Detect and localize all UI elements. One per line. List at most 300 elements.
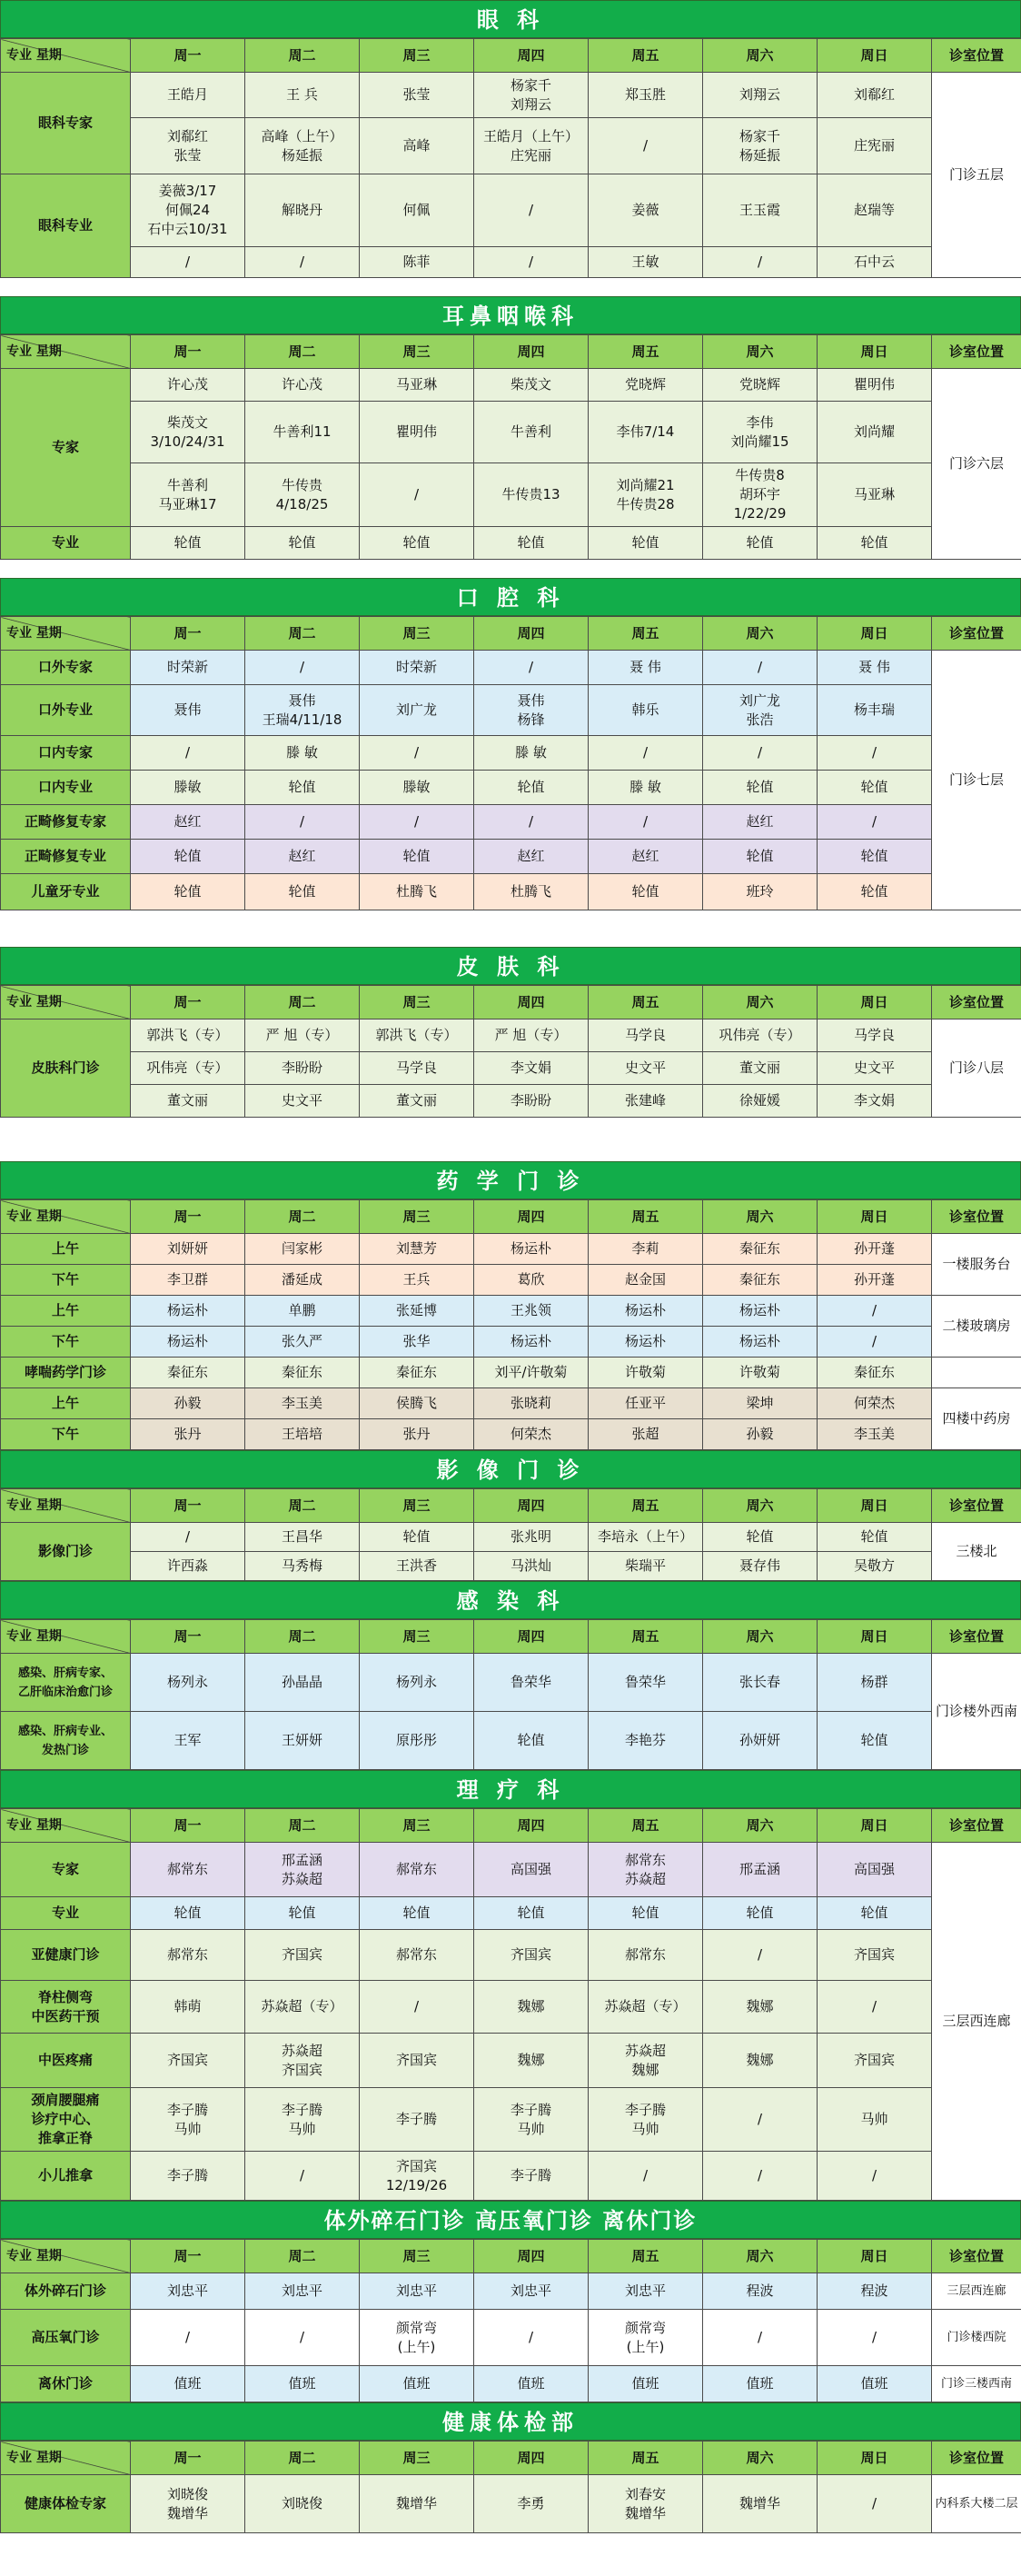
- doctor-cell: 董文丽: [131, 1085, 245, 1118]
- doctor-cell: 瞿明伟: [818, 369, 932, 402]
- doctor-cell: 值班: [245, 2366, 360, 2402]
- corner-header: 专业 星期: [1, 986, 131, 1019]
- section-ophthalmology: [0, 0, 1021, 278]
- doctor-cell: /: [703, 2152, 818, 2201]
- doctor-cell: 高国强: [818, 1843, 932, 1897]
- doctor-cell: /: [474, 805, 589, 840]
- doctor-cell: /: [360, 805, 474, 840]
- header-row: [1, 617, 1021, 651]
- table-row: [1, 1712, 1021, 1770]
- doctor-cell: 轮值: [589, 1897, 703, 1930]
- doctor-cell: 闫家彬: [245, 1234, 360, 1265]
- doctor-cell: 王玉霞: [703, 174, 818, 247]
- doctor-cell: 李培永（上午）: [589, 1523, 703, 1552]
- doctor-cell: 郝常东: [131, 1843, 245, 1897]
- doctor-cell: 何佩: [360, 174, 474, 247]
- doctor-cell: 李文娟: [474, 1052, 589, 1085]
- section-lithotripsy-oxygen-retired: [0, 2201, 1021, 2402]
- doctor-cell: 高国强: [474, 1843, 589, 1897]
- table-row: [1, 1981, 1021, 2034]
- doctor-cell: 王洪香: [360, 1552, 474, 1581]
- doctor-cell: 史文平: [818, 1052, 932, 1085]
- doctor-cell: 许心茂: [131, 369, 245, 402]
- row-label: 专家: [1, 369, 131, 527]
- doctor-cell: /: [131, 1523, 245, 1552]
- doctor-cell: 庄宪丽: [818, 118, 932, 174]
- table-row: [1, 1296, 1021, 1327]
- doctor-cell: 轮值: [703, 527, 818, 560]
- doctor-cell: 陈菲: [360, 247, 474, 278]
- doctor-cell: 苏焱超 齐国宾: [245, 2034, 360, 2088]
- day-header: 周三: [360, 2240, 474, 2273]
- location-cell: 二楼玻璃房: [932, 1296, 1021, 1358]
- section-title: 药 学 门 诊: [0, 1161, 1021, 1199]
- row-label: 专家: [1, 1843, 131, 1897]
- doctor-cell: 张晓莉: [474, 1388, 589, 1419]
- doctor-cell: 杜腾飞: [474, 874, 589, 910]
- day-header: 周三: [360, 617, 474, 651]
- doctor-cell: 滕 敏: [474, 736, 589, 771]
- day-header: 周二: [245, 335, 360, 369]
- row-label: 上午: [1, 1296, 131, 1327]
- day-header: 周五: [589, 1489, 703, 1523]
- schedule-table: [0, 38, 1021, 278]
- doctor-cell: 秦征东: [703, 1234, 818, 1265]
- doctor-cell: 刘妍妍: [131, 1234, 245, 1265]
- doctor-cell: 滕 敏: [589, 771, 703, 805]
- doctor-cell: /: [818, 2475, 932, 2533]
- section-stomatology: [0, 578, 1021, 910]
- doctor-cell: 马学良: [818, 1019, 932, 1052]
- doctor-cell: 李盼盼: [245, 1052, 360, 1085]
- location-header: 诊室位置: [932, 617, 1021, 651]
- table-row: [1, 1654, 1021, 1712]
- doctor-cell: 轮值: [589, 527, 703, 560]
- doctor-cell: 张长春: [703, 1654, 818, 1712]
- doctor-cell: 轮值: [245, 527, 360, 560]
- table-row: [1, 1327, 1021, 1358]
- table-row: [1, 1897, 1021, 1930]
- doctor-cell: 时荣新: [360, 651, 474, 685]
- doctor-cell: 颜常弯 (上午): [360, 2310, 474, 2366]
- schedule-table: [0, 985, 1021, 1118]
- day-header: 周二: [245, 1489, 360, 1523]
- doctor-cell: 轮值: [474, 1897, 589, 1930]
- row-label: 专业: [1, 1897, 131, 1930]
- doctor-cell: /: [474, 174, 589, 247]
- doctor-cell: 聂 伟: [589, 651, 703, 685]
- day-header: 周四: [474, 335, 589, 369]
- doctor-cell: 刘忠平: [589, 2273, 703, 2310]
- doctor-cell: 葛欣: [474, 1265, 589, 1296]
- table-row: [1, 805, 1021, 840]
- table-row: [1, 247, 1021, 278]
- doctor-cell: 轮值: [818, 1712, 932, 1770]
- table-row: [1, 1523, 1021, 1552]
- doctor-cell: 轮值: [474, 1712, 589, 1770]
- schedule-table: [0, 1808, 1021, 2201]
- day-header: 周五: [589, 1620, 703, 1654]
- day-header: 周日: [818, 39, 932, 73]
- doctor-cell: 王 兵: [245, 73, 360, 118]
- doctor-cell: 班玲: [703, 874, 818, 910]
- day-header: 周三: [360, 1620, 474, 1654]
- doctor-cell: 原彤彤: [360, 1712, 474, 1770]
- doctor-cell: 值班: [818, 2366, 932, 2402]
- doctor-cell: 轮值: [131, 527, 245, 560]
- corner-header: 专业 星期: [1, 1200, 131, 1234]
- day-header: 周二: [245, 2442, 360, 2475]
- row-label: 儿童牙专业: [1, 874, 131, 910]
- doctor-cell: 颜常弯 (上午): [589, 2310, 703, 2366]
- day-header: 周一: [131, 1489, 245, 1523]
- corner-header: 专业 星期: [1, 1809, 131, 1843]
- doctor-cell: 解晓丹: [245, 174, 360, 247]
- table-row: [1, 651, 1021, 685]
- doctor-cell: 赵红: [131, 805, 245, 840]
- doctor-cell: 董文丽: [703, 1052, 818, 1085]
- doctor-cell: 王皓月（上午） 庄宪丽: [474, 118, 589, 174]
- doctor-cell: 李盼盼: [474, 1085, 589, 1118]
- day-header: 周一: [131, 986, 245, 1019]
- doctor-cell: 杨运朴: [589, 1327, 703, 1358]
- doctor-cell: 王敏: [589, 247, 703, 278]
- location-cell: 三层西连廊: [932, 2273, 1021, 2310]
- doctor-cell: 董文丽: [360, 1085, 474, 1118]
- doctor-cell: 齐国宾: [818, 2034, 932, 2088]
- doctor-cell: 轮值: [703, 771, 818, 805]
- doctor-cell: 赵红: [474, 840, 589, 874]
- doctor-cell: 李子腾 马帅: [474, 2088, 589, 2152]
- doctor-cell: /: [245, 805, 360, 840]
- doctor-cell: /: [703, 1930, 818, 1981]
- doctor-cell: 齐国宾: [131, 2034, 245, 2088]
- table-row: [1, 1052, 1021, 1085]
- section-title: 影 像 门 诊: [0, 1450, 1021, 1488]
- doctor-cell: 轮值: [245, 771, 360, 805]
- row-label: 影像门诊: [1, 1523, 131, 1581]
- doctor-cell: 李莉: [589, 1234, 703, 1265]
- section-title: 体外碎石门诊 高压氧门诊 离休门诊: [0, 2201, 1021, 2239]
- day-header: 周六: [703, 1809, 818, 1843]
- doctor-cell: /: [360, 1981, 474, 2034]
- doctor-cell: 杨列永: [360, 1654, 474, 1712]
- doctor-cell: 值班: [131, 2366, 245, 2402]
- doctor-cell: 吴敬方: [818, 1552, 932, 1581]
- doctor-cell: /: [589, 805, 703, 840]
- doctor-cell: 聂伟 王瑞4/11/18: [245, 685, 360, 736]
- header-row: [1, 39, 1021, 73]
- doctor-cell: 郑玉胜: [589, 73, 703, 118]
- doctor-cell: 轮值: [703, 1523, 818, 1552]
- location-cell: 门诊八层: [932, 1019, 1021, 1118]
- day-header: 周五: [589, 1200, 703, 1234]
- table-row: [1, 2310, 1021, 2366]
- doctor-cell: 孙晶晶: [245, 1654, 360, 1712]
- doctor-cell: 韩乐: [589, 685, 703, 736]
- doctor-cell: 侯腾飞: [360, 1388, 474, 1419]
- doctor-cell: 单鹏: [245, 1296, 360, 1327]
- day-header: 周五: [589, 2240, 703, 2273]
- row-label: 亚健康门诊: [1, 1930, 131, 1981]
- row-label: 中医疼痛: [1, 2034, 131, 2088]
- doctor-cell: 牛善利 马亚琳17: [131, 463, 245, 527]
- doctor-cell: 轮值: [818, 874, 932, 910]
- doctor-cell: 严 旭（专）: [245, 1019, 360, 1052]
- doctor-cell: 杨运朴: [131, 1296, 245, 1327]
- table-row: [1, 874, 1021, 910]
- doctor-cell: /: [818, 1981, 932, 2034]
- doctor-cell: 李勇: [474, 2475, 589, 2533]
- corner-header: 专业 星期: [1, 2240, 131, 2273]
- doctor-cell: 苏焱超 魏娜: [589, 2034, 703, 2088]
- doctor-cell: 刘广龙: [360, 685, 474, 736]
- row-label: 上午: [1, 1234, 131, 1265]
- day-header: 周四: [474, 1489, 589, 1523]
- day-header: 周四: [474, 2240, 589, 2273]
- doctor-cell: 孙开蓬: [818, 1234, 932, 1265]
- doctor-cell: 秦征东: [131, 1358, 245, 1388]
- section-title: 理 疗 科: [0, 1770, 1021, 1808]
- row-label: 上午: [1, 1388, 131, 1419]
- doctor-cell: 刘尚耀21 牛传贵28: [589, 463, 703, 527]
- doctor-cell: 邢孟涵 苏焱超: [245, 1843, 360, 1897]
- row-label: 颈肩腰腿痛 诊疗中心、 推拿正脊: [1, 2088, 131, 2152]
- doctor-cell: 赵金国: [589, 1265, 703, 1296]
- doctor-cell: 牛善利: [474, 402, 589, 463]
- schedule-table: [0, 334, 1021, 560]
- table-row: [1, 1930, 1021, 1981]
- table-row: [1, 1265, 1021, 1296]
- doctor-cell: /: [703, 2310, 818, 2366]
- doctor-cell: /: [818, 2152, 932, 2201]
- doctor-cell: 柴茂文 3/10/24/31: [131, 402, 245, 463]
- doctor-cell: 张兆明: [474, 1523, 589, 1552]
- day-header: 周三: [360, 335, 474, 369]
- day-header: 周三: [360, 1200, 474, 1234]
- section-infection: [0, 1581, 1021, 1770]
- doctor-cell: /: [589, 2152, 703, 2201]
- day-header: 周日: [818, 2442, 932, 2475]
- doctor-cell: 轮值: [818, 840, 932, 874]
- day-header: 周五: [589, 2442, 703, 2475]
- doctor-cell: 许敬菊: [703, 1358, 818, 1388]
- row-label: 感染、肝病专业、 发热门诊: [1, 1712, 131, 1770]
- doctor-cell: 马亚琳: [360, 369, 474, 402]
- doctor-cell: 鲁荣华: [589, 1654, 703, 1712]
- doctor-cell: 杨运朴: [703, 1296, 818, 1327]
- day-header: 周五: [589, 1809, 703, 1843]
- row-label: 皮肤科门诊: [1, 1019, 131, 1118]
- doctor-cell: 党晓辉: [703, 369, 818, 402]
- doctor-cell: 巩伟亮（专）: [131, 1052, 245, 1085]
- doctor-cell: 齐国宾: [360, 2034, 474, 2088]
- location-cell: 四楼中药房: [932, 1388, 1021, 1450]
- day-header: 周六: [703, 1620, 818, 1654]
- section-title: 皮 肤 科: [0, 947, 1021, 985]
- day-header: 周二: [245, 1809, 360, 1843]
- doctor-cell: 赵红: [589, 840, 703, 874]
- doctor-cell: /: [360, 463, 474, 527]
- doctor-cell: 张华: [360, 1327, 474, 1358]
- doctor-cell: 韩萌: [131, 1981, 245, 2034]
- doctor-cell: 魏娜: [703, 1981, 818, 2034]
- table-row: [1, 402, 1021, 463]
- doctor-cell: 王皓月: [131, 73, 245, 118]
- doctor-cell: 马帅: [818, 2088, 932, 2152]
- doctor-cell: 刘尚耀: [818, 402, 932, 463]
- doctor-cell: 轮值: [360, 1523, 474, 1552]
- doctor-cell: /: [589, 736, 703, 771]
- location-cell: [932, 1358, 1021, 1388]
- location-header: 诊室位置: [932, 1809, 1021, 1843]
- doctor-cell: 张超: [589, 1419, 703, 1450]
- doctor-cell: 孙毅: [131, 1388, 245, 1419]
- doctor-cell: /: [245, 2310, 360, 2366]
- doctor-cell: 徐娅媛: [703, 1085, 818, 1118]
- table-row: [1, 2366, 1021, 2402]
- doctor-cell: 马学良: [360, 1052, 474, 1085]
- day-header: 周日: [818, 335, 932, 369]
- location-cell: 三层西连廊: [932, 1843, 1021, 2201]
- location-header: 诊室位置: [932, 1620, 1021, 1654]
- doctor-cell: 王培培: [245, 1419, 360, 1450]
- location-cell: 三楼北: [932, 1523, 1021, 1581]
- section-health-check: [0, 2402, 1021, 2533]
- day-header: 周五: [589, 986, 703, 1019]
- doctor-cell: /: [589, 118, 703, 174]
- day-header: 周二: [245, 617, 360, 651]
- table-row: [1, 1358, 1021, 1388]
- row-label: 下午: [1, 1327, 131, 1358]
- day-header: 周六: [703, 617, 818, 651]
- doctor-cell: /: [474, 247, 589, 278]
- header-row: [1, 1620, 1021, 1654]
- day-header: 周四: [474, 39, 589, 73]
- section-title: 耳鼻咽喉科: [0, 296, 1021, 334]
- day-header: 周四: [474, 1809, 589, 1843]
- doctor-cell: 杨列永: [131, 1654, 245, 1712]
- doctor-cell: 刘晓俊: [245, 2475, 360, 2533]
- header-row: [1, 1200, 1021, 1234]
- table-row: [1, 840, 1021, 874]
- doctor-cell: 姜薇3/17 何佩24 石中云10/31: [131, 174, 245, 247]
- corner-header: 专业 星期: [1, 335, 131, 369]
- doctor-cell: /: [245, 651, 360, 685]
- doctor-cell: 轮值: [703, 1897, 818, 1930]
- doctor-cell: /: [474, 651, 589, 685]
- day-header: 周日: [818, 1620, 932, 1654]
- corner-header: 专业 星期: [1, 39, 131, 73]
- row-label: 脊柱侧弯 中医药干预: [1, 1981, 131, 2034]
- doctor-cell: /: [818, 736, 932, 771]
- doctor-cell: 杨运朴: [474, 1327, 589, 1358]
- doctor-cell: 何荣杰: [474, 1419, 589, 1450]
- location-header: 诊室位置: [932, 2240, 1021, 2273]
- day-header: 周三: [360, 1809, 474, 1843]
- row-label: 眼科专业: [1, 174, 131, 278]
- doctor-cell: 杜腾飞: [360, 874, 474, 910]
- doctor-cell: /: [131, 247, 245, 278]
- doctor-cell: 轮值: [131, 874, 245, 910]
- doctor-cell: 轮值: [360, 1897, 474, 1930]
- day-header: 周五: [589, 335, 703, 369]
- row-label: 感染、肝病专家、 乙肝临床治愈门诊: [1, 1654, 131, 1712]
- day-header: 周二: [245, 986, 360, 1019]
- day-header: 周四: [474, 617, 589, 651]
- header-row: [1, 2442, 1021, 2475]
- day-header: 周一: [131, 2240, 245, 2273]
- doctor-cell: 郝常东: [589, 1930, 703, 1981]
- doctor-cell: 许西淼: [131, 1552, 245, 1581]
- doctor-cell: 刘郗红: [818, 73, 932, 118]
- doctor-cell: 孙开蓬: [818, 1265, 932, 1296]
- doctor-cell: 李卫群: [131, 1265, 245, 1296]
- doctor-cell: 史文平: [245, 1085, 360, 1118]
- doctor-cell: 魏娜: [474, 1981, 589, 2034]
- day-header: 周三: [360, 986, 474, 1019]
- doctor-cell: 孙毅: [703, 1419, 818, 1450]
- doctor-cell: /: [818, 1296, 932, 1327]
- doctor-cell: 马亚琳: [818, 463, 932, 527]
- doctor-cell: 滕敏: [131, 771, 245, 805]
- schedule-table: [0, 1488, 1021, 1581]
- doctor-cell: /: [131, 2310, 245, 2366]
- location-cell: 门诊楼外西南: [932, 1654, 1021, 1770]
- section-ent: [0, 296, 1021, 560]
- doctor-cell: 魏娜: [703, 2034, 818, 2088]
- row-label: 健康体检专家: [1, 2475, 131, 2533]
- doctor-cell: 史文平: [589, 1052, 703, 1085]
- doctor-cell: 邢孟涵: [703, 1843, 818, 1897]
- doctor-cell: 孙妍妍: [703, 1712, 818, 1770]
- location-header: 诊室位置: [932, 2442, 1021, 2475]
- doctor-cell: /: [360, 736, 474, 771]
- doctor-cell: 任亚平: [589, 1388, 703, 1419]
- doctor-cell: 王兆领: [474, 1296, 589, 1327]
- section-pharmacy: [0, 1161, 1021, 1450]
- doctor-cell: 郝常东: [131, 1930, 245, 1981]
- doctor-cell: 杨家千 刘翔云: [474, 73, 589, 118]
- doctor-cell: 李子腾 马帅: [589, 2088, 703, 2152]
- doctor-cell: 值班: [360, 2366, 474, 2402]
- day-header: 周日: [818, 1489, 932, 1523]
- day-header: 周六: [703, 1200, 818, 1234]
- day-header: 周一: [131, 617, 245, 651]
- corner-header: 专业 星期: [1, 2442, 131, 2475]
- doctor-cell: 魏增华: [360, 2475, 474, 2533]
- doctor-cell: 齐国宾: [818, 1930, 932, 1981]
- doctor-cell: 杨家千 杨延振: [703, 118, 818, 174]
- table-row: [1, 118, 1021, 174]
- doctor-cell: 秦征东: [360, 1358, 474, 1388]
- doctor-cell: 李玉美: [818, 1419, 932, 1450]
- doctor-cell: 马秀梅: [245, 1552, 360, 1581]
- location-header: 诊室位置: [932, 39, 1021, 73]
- doctor-cell: 刘郗红 张莹: [131, 118, 245, 174]
- table-row: [1, 1085, 1021, 1118]
- day-header: 周四: [474, 2442, 589, 2475]
- corner-header: 专业 星期: [1, 617, 131, 651]
- table-row: [1, 771, 1021, 805]
- schedule-table: [0, 1619, 1021, 1770]
- doctor-cell: 何荣杰: [818, 1388, 932, 1419]
- schedule-table: [0, 2239, 1021, 2402]
- doctor-cell: 张延博: [360, 1296, 474, 1327]
- doctor-cell: 刘忠平: [245, 2273, 360, 2310]
- doctor-cell: /: [818, 805, 932, 840]
- doctor-cell: 轮值: [245, 874, 360, 910]
